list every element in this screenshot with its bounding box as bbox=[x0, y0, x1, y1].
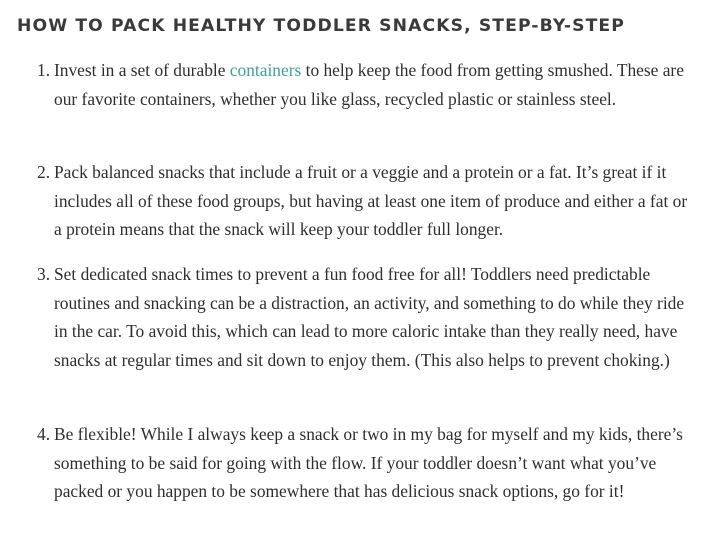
step-text: Be flexible! While I always keep a snack or two in my bag for myself and my kids, there’s something to be said for going with the flow. If your toddler doesn’t want what you’ve packed or you happen to be somewhere that has delicious snack options, go for it! bbox=[54, 424, 683, 502]
containers-link[interactable]: containers bbox=[229, 60, 302, 80]
step-text: Set dedicated snack times to prevent a fun food free for all! Toddlers need predictable routines and snacking can be a distraction, an activity, and something to do while they ride in the car. To avoid this, which can lead to more caloric intake than they really need, have snacks at regular times and sit down to enjoy them. (This also helps to prevent choking.) bbox=[54, 264, 685, 370]
step-number: 4. bbox=[37, 424, 51, 444]
step-item-1 bbox=[37, 56, 694, 113]
step-item-2 bbox=[37, 158, 694, 244]
step-number: 2. bbox=[37, 162, 51, 182]
step-item-4 bbox=[37, 420, 694, 506]
step-text-after-link: to help keep the food from getting smushed. These are our favorite containers, whether you like glass, recycled plastic or stainless steel. bbox=[54, 60, 684, 109]
step-text-before-link: Invest in a set of durable bbox=[54, 60, 230, 80]
section-heading: HOW TO PACK HEALTHY TODDLER SNACKS, STEP-BY-STEP bbox=[17, 16, 625, 36]
step-number: 1. bbox=[37, 60, 51, 80]
step-item-3 bbox=[37, 260, 694, 374]
step-number: 3. bbox=[37, 264, 51, 284]
step-text: Pack balanced snacks that include a fruit or a veggie and a protein or a fat. It’s great if it includes all of these food groups, but having at least one item of produce and either a fat or a protein means that the snack will keep your toddler full longer. bbox=[54, 162, 688, 240]
